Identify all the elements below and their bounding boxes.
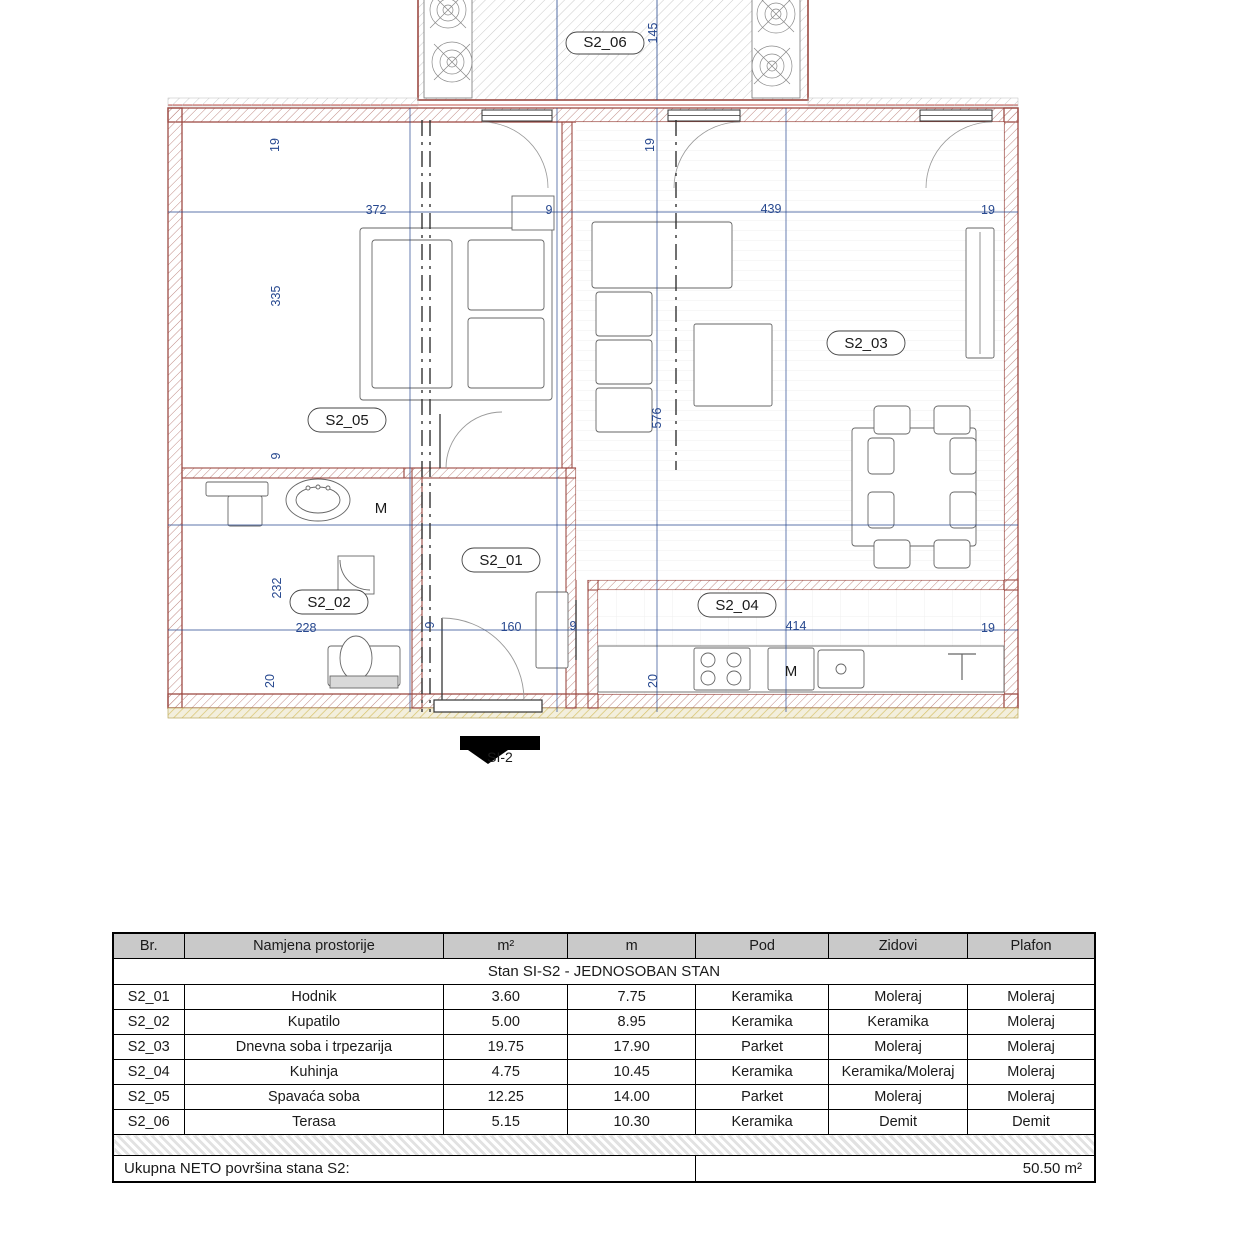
cell-br: S2_02 xyxy=(114,1010,185,1035)
bedroom-furniture xyxy=(360,196,554,400)
cell-plafon: Moleraj xyxy=(968,1010,1095,1035)
cell-zidovi: Moleraj xyxy=(829,1085,968,1110)
cell-name: Terasa xyxy=(184,1110,444,1135)
cell-pod: Keramika xyxy=(696,1010,829,1035)
cell-zidovi: Moleraj xyxy=(829,1035,968,1060)
dimension-label: 9 xyxy=(269,452,283,460)
dimension-label: 19 xyxy=(643,138,657,152)
cell-m2: 3.60 xyxy=(444,985,568,1010)
cell-m: 14.00 xyxy=(568,1085,696,1110)
room-tag-label: S2_05 xyxy=(325,412,369,429)
total-value: 50.50 m² xyxy=(696,1156,1095,1182)
cell-m: 10.45 xyxy=(568,1060,696,1085)
dimension-label: 439 xyxy=(760,202,782,216)
cell-br: S2_06 xyxy=(114,1110,185,1135)
cell-m: 8.95 xyxy=(568,1010,696,1035)
cell-plafon: Moleraj xyxy=(968,1060,1095,1085)
dimension-label: 372 xyxy=(365,203,387,217)
table-row xyxy=(114,1010,1095,1035)
cell-m2: 5.15 xyxy=(444,1110,568,1135)
cell-br: S2_03 xyxy=(114,1035,185,1060)
cell-zidovi: Demit xyxy=(829,1110,968,1135)
room-tag-s2-02 xyxy=(290,590,368,614)
entry-marker xyxy=(460,736,540,765)
cell-plafon: Moleraj xyxy=(968,1085,1095,1110)
dimension-label: 232 xyxy=(270,577,284,599)
dimension-label: 576 xyxy=(650,407,664,429)
dimension-label: 20 xyxy=(646,674,660,688)
header-plafon: Plafon xyxy=(968,934,1095,959)
cell-pod: Keramika xyxy=(696,1110,829,1135)
table-row xyxy=(114,1110,1095,1135)
cell-m2: 4.75 xyxy=(444,1060,568,1085)
dimension-label: 9 xyxy=(545,203,553,217)
dishwasher-label: M xyxy=(784,663,798,680)
cell-plafon: Demit xyxy=(968,1110,1095,1135)
table-row xyxy=(114,1035,1095,1060)
table-row xyxy=(114,1060,1095,1085)
entry-label: SI-2 xyxy=(487,749,513,765)
dimension-label: 335 xyxy=(269,285,283,307)
cell-pod: Keramika xyxy=(696,985,829,1010)
dimension-label: 9 xyxy=(423,621,437,629)
cell-m: 17.90 xyxy=(568,1035,696,1060)
cell-name: Kuhinja xyxy=(184,1060,444,1085)
bathroom-fixtures xyxy=(206,479,400,688)
cell-zidovi: Moleraj xyxy=(829,985,968,1010)
dimension-label: 20 xyxy=(263,674,277,688)
cell-pod: Parket xyxy=(696,1035,829,1060)
cell-plafon: Moleraj xyxy=(968,1035,1095,1060)
dimension-label: 19 xyxy=(981,203,995,217)
cell-br: S2_05 xyxy=(114,1085,185,1110)
washing-machine-label: M xyxy=(374,500,388,517)
room-tag-label: S2_02 xyxy=(307,594,351,611)
header-br: Br. xyxy=(114,934,185,959)
cell-br: S2_01 xyxy=(114,985,185,1010)
cell-pod: Keramika xyxy=(696,1060,829,1085)
cell-m2: 19.75 xyxy=(444,1035,568,1060)
legend-title-row xyxy=(114,959,1095,985)
cell-pod: Parket xyxy=(696,1085,829,1110)
room-tag-s2-01 xyxy=(462,548,540,572)
cell-m: 10.30 xyxy=(568,1110,696,1135)
cell-name: Kupatilo xyxy=(184,1010,444,1035)
room-tag-label: S2_04 xyxy=(715,597,759,614)
dimension-label: 19 xyxy=(268,138,282,152)
room-tag-label: S2_06 xyxy=(583,34,627,51)
header-namjena: Namjena prostorije xyxy=(184,934,444,959)
cell-name: Spavaća soba xyxy=(184,1085,444,1110)
dimension-label: 9 xyxy=(569,619,577,633)
cell-plafon: Moleraj xyxy=(968,985,1095,1010)
apartment-legend-table xyxy=(112,932,1096,1183)
table-row xyxy=(114,1085,1095,1110)
legend-spacer-row xyxy=(114,1135,1095,1156)
cell-name: Hodnik xyxy=(184,985,444,1010)
room-tag-s2-03 xyxy=(827,331,905,355)
legend-header-row xyxy=(114,934,1095,959)
header-pod: Pod xyxy=(696,934,829,959)
room-tag-label: S2_01 xyxy=(479,552,523,569)
dimension-label: 145 xyxy=(646,22,660,44)
dimension-label: 160 xyxy=(500,620,522,634)
table-row xyxy=(114,985,1095,1010)
cell-m: 7.75 xyxy=(568,985,696,1010)
legend-total-row xyxy=(114,1156,1095,1182)
cell-zidovi: Keramika/Moleraj xyxy=(829,1060,968,1085)
room-tag-s2-04 xyxy=(698,593,776,617)
header-m: m xyxy=(568,934,696,959)
room-tag-s2-05 xyxy=(308,408,386,432)
cell-m2: 12.25 xyxy=(444,1085,568,1110)
header-m2: m² xyxy=(444,934,568,959)
dimension-label: 414 xyxy=(785,619,807,633)
dimension-label: 228 xyxy=(295,621,317,635)
cell-m2: 5.00 xyxy=(444,1010,568,1035)
room-tag-s2-06 xyxy=(566,32,644,54)
dimension-label: 19 xyxy=(981,621,995,635)
cell-name: Dnevna soba i trpezarija xyxy=(184,1035,444,1060)
legend-title: Stan SI-S2 - JEDNOSOBAN STAN xyxy=(114,959,1095,985)
cell-zidovi: Keramika xyxy=(829,1010,968,1035)
header-zidovi: Zidovi xyxy=(829,934,968,959)
bedroom-door-swing xyxy=(446,412,502,468)
cell-br: S2_04 xyxy=(114,1060,185,1085)
total-label: Ukupna NETO površina stana S2: xyxy=(114,1156,696,1182)
room-tag-label: S2_03 xyxy=(844,335,888,352)
